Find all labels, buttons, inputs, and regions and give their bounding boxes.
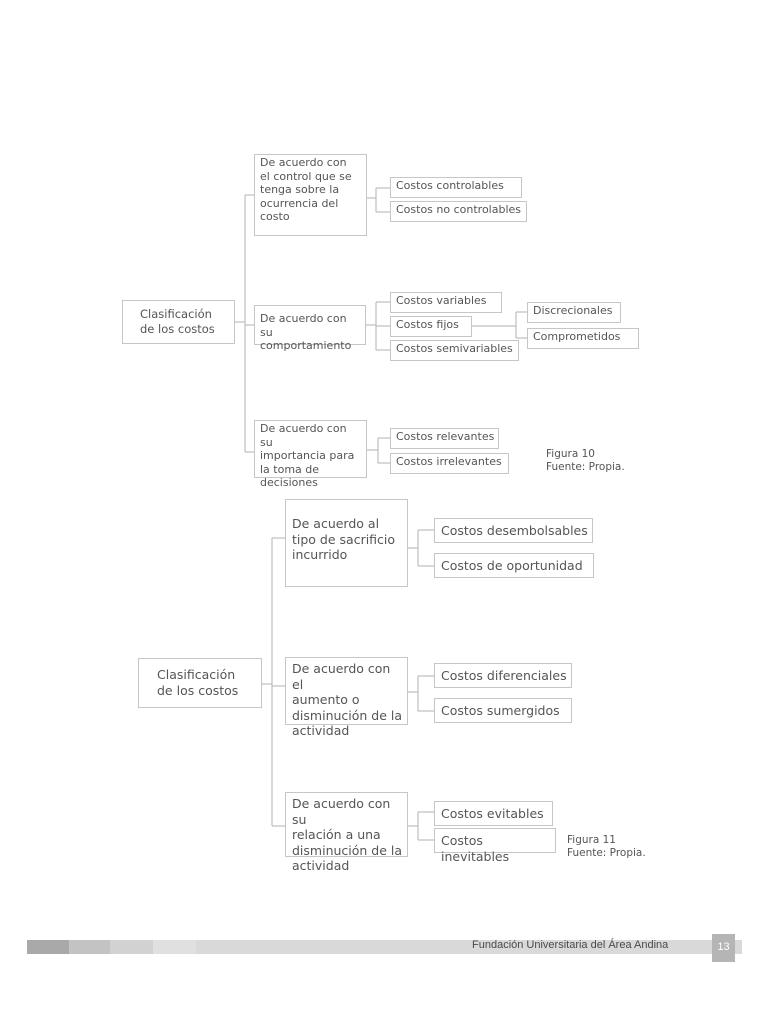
page-number: 13 [712, 934, 735, 962]
figure-11-leaf-disbursable: Costos desembolsables [434, 518, 593, 543]
footer-bar-segment [27, 940, 69, 954]
footer-bar-segment [69, 940, 110, 954]
figure-11-caption: Figura 11 Fuente: Propia. [567, 834, 646, 859]
figure-10-leaf-discretionary: Discrecionales [527, 302, 621, 323]
figure-11-leaf-unavoidable: Costos inevitables [434, 828, 556, 853]
figure-11-root-node: Clasificación de los costos [138, 658, 262, 708]
figure-10-leaf-semivariable: Costos semivariables [390, 340, 519, 361]
figure-11-leaf-opportunity: Costos de oportunidad [434, 553, 594, 578]
figure-11-group-reduction: De acuerdo con su relación a una disminución de la actividad [285, 792, 408, 857]
figure-10-leaf-committed: Comprometidos [527, 328, 639, 349]
figure-10-caption: Figura 10 Fuente: Propia. [546, 448, 625, 473]
figure-10-leaf-relevant: Costos relevantes [390, 428, 499, 449]
figure-10-group-control: De acuerdo con el control que se tenga sobre la ocurrencia del costo [254, 154, 367, 236]
figure-10-leaf-variable: Costos variables [390, 292, 502, 313]
figure-10-leaf-non-controllable: Costos no controlables [390, 201, 527, 222]
figure-10-group-behavior: De acuerdo con su comportamiento [254, 305, 366, 345]
figure-11-leaf-differential: Costos diferenciales [434, 663, 572, 688]
figure-10-root-node: Clasificación de los costos [122, 300, 235, 344]
footer-institution: Fundación Universitaria del Área Andina [472, 939, 669, 951]
figure-11-group-activity: De acuerdo con el aumento o disminución de la actividad [285, 657, 408, 725]
figure-10-leaf-fixed: Costos fijos [390, 316, 472, 337]
figure-10-leaf-irrelevant: Costos irrelevantes [390, 453, 509, 474]
figure-11-leaf-sunk: Costos sumergidos [434, 698, 572, 723]
figure-11-leaf-avoidable: Costos evitables [434, 801, 553, 826]
footer-bar-segment [153, 940, 196, 954]
figure-10-leaf-controllable: Costos controlables [390, 177, 522, 198]
figure-10-group-importance: De acuerdo con su importancia para la toma de decisiones [254, 420, 367, 478]
footer-bar-segment [110, 940, 153, 954]
figure-11-group-sacrifice: De acuerdo al tipo de sacrificio incurrido [285, 499, 408, 587]
